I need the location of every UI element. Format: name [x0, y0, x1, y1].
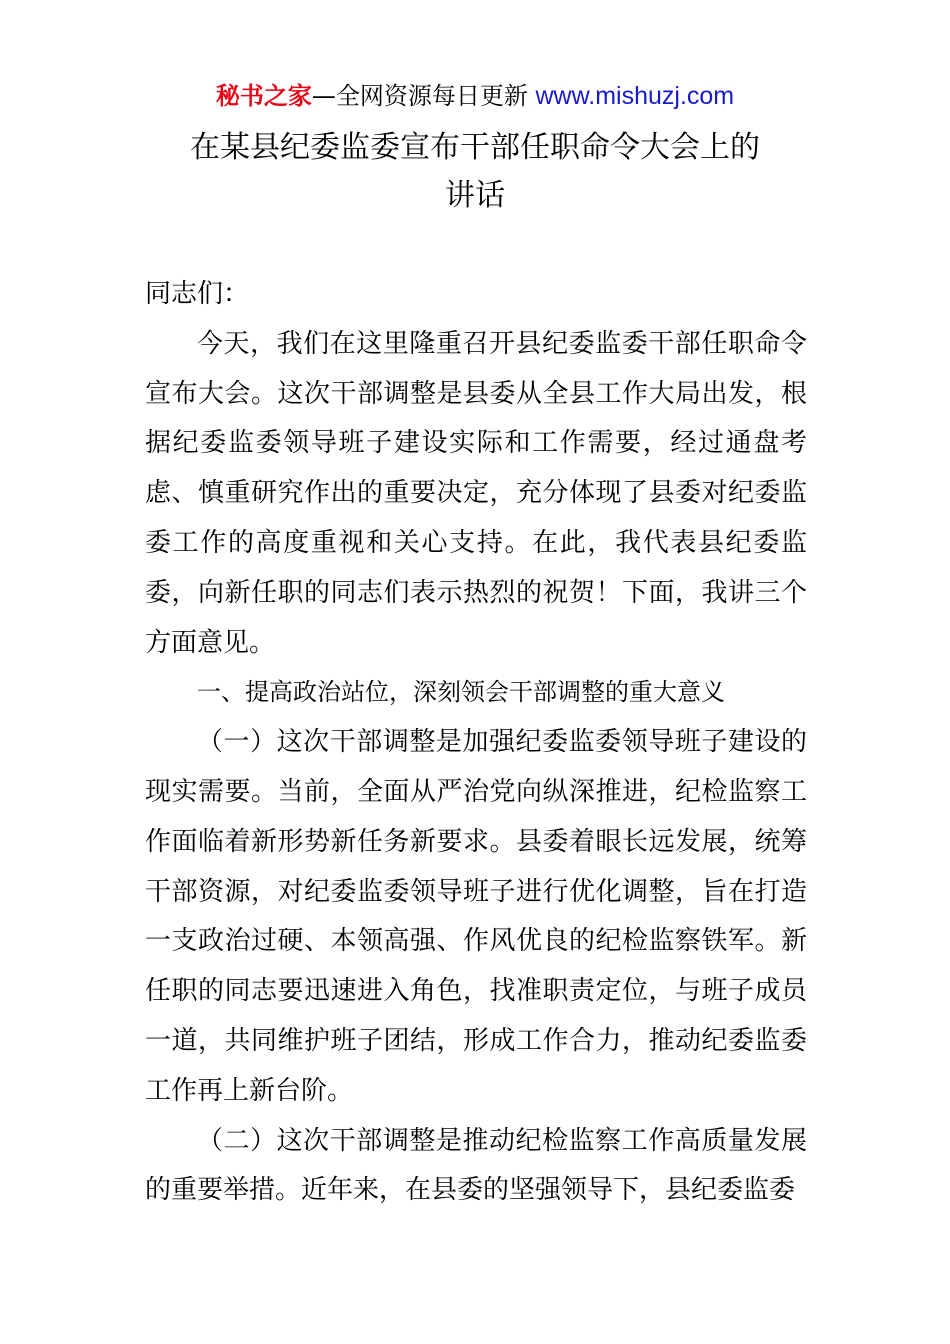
body-paragraph-subsection-1: （一）这次干部调整是加强纪委监委领导班子建设的现实需要。当前，全面从严治党向纵深推进，纪检监察工作面临着新形势新任务新要求。县委着眼长远发展，统筹干部资源，对纪委监委领导班子进行优化调整，旨在打造一支政治过硬、本领高强、作风优良的纪检监察铁军。新任职的同志要迅速进入角色，找准职责定位，与班子成员一道，共同维护班子团结，形成工作合力，推动纪委监委工作再上新台阶。 [145, 727, 807, 1106]
section-heading-1: 一、提高政治站位，深刻领会干部调整的重大意义 [197, 678, 725, 707]
document-title-line-2: 讲话 [445, 178, 505, 213]
site-banner [0, 80, 950, 112]
document-body [145, 270, 807, 1216]
site-tagline: —全网资源每日更新 [311, 82, 536, 110]
body-paragraph-intro: 今天，我们在这里隆重召开县纪委监委干部任职命令宣布大会。这次干部调整是县委从全县工作大局出发，根据纪委监委领导班子建设实际和工作需要，经过通盘考虑、慎重研究作出的重要决定，充分体现了县委对纪委监委工作的高度重视和关心支持。在此，我代表县纪委监委，向新任职的同志们表示热烈的祝贺！下面，我讲三个方面意见。 [145, 328, 807, 658]
document-title [0, 124, 950, 220]
salutation: 同志们： [145, 279, 250, 309]
site-url-link[interactable]: www.mishuzj.com [535, 82, 735, 110]
site-brand: 秘书之家 [215, 82, 312, 110]
document-title-line-1: 在某县纪委监委宣布干部任职命令大会上的 [190, 130, 760, 165]
body-paragraph-subsection-2: （二）这次干部调整是推动纪检监察工作高质量发展的重要举措。近年来，在县委的坚强领导下，县纪委监委 [145, 1125, 807, 1206]
